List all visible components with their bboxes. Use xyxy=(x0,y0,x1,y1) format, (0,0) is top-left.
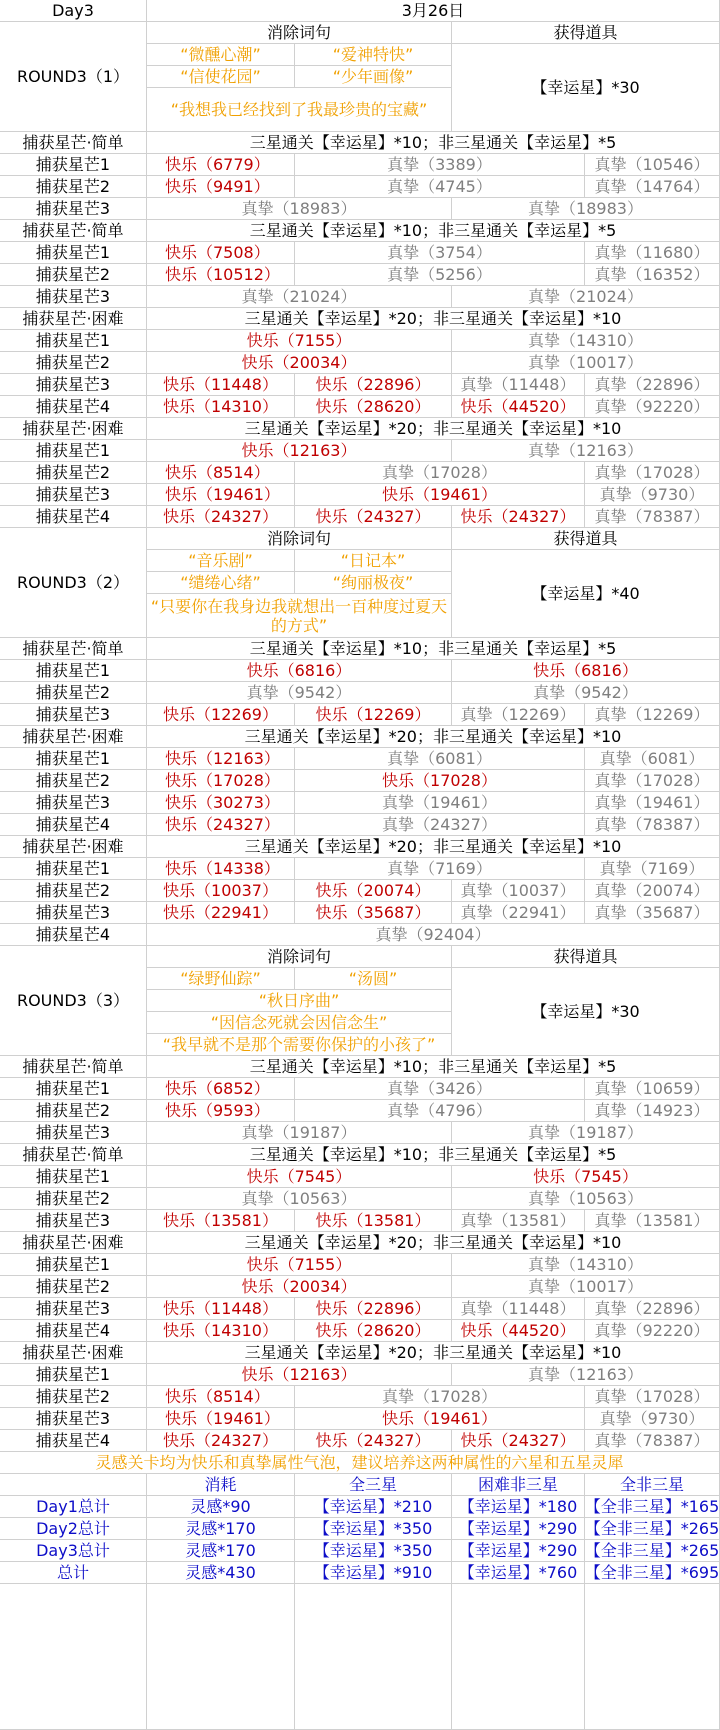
section-label-cell[interactable]: 捕获星芒·简单 xyxy=(0,132,147,154)
star-label-cell[interactable]: 捕获星芒2 xyxy=(0,264,147,286)
value-cell[interactable]: 真挚（78387） xyxy=(585,1430,720,1452)
value-cell[interactable]: 真挚（6081） xyxy=(585,748,720,770)
value-cell[interactable]: 快乐（8514） xyxy=(147,1386,295,1408)
summary-value-cell[interactable]: 【全非三星】*265 xyxy=(585,1519,720,1538)
summary-header-cell[interactable]: 全三星 xyxy=(295,1474,452,1496)
value-cell[interactable]: 快乐（7545） xyxy=(452,1166,720,1188)
note-cell[interactable]: 灵感关卡均为快乐和真挚属性气泡，建议培养这两种属性的六星和五星灵犀 xyxy=(0,1452,720,1474)
phrase-cell[interactable]: “汤圆” xyxy=(295,968,452,990)
section-label-cell[interactable]: 捕获星芒·困难 xyxy=(0,1342,147,1364)
value-cell[interactable]: 快乐（9593） xyxy=(147,1100,295,1122)
value-cell[interactable]: 真挚（17028） xyxy=(585,770,720,792)
value-cell[interactable]: 快乐（24327） xyxy=(147,1430,295,1452)
value-cell[interactable]: 真挚（7169） xyxy=(295,858,585,880)
star-label-cell[interactable]: 捕获星芒1 xyxy=(0,1166,147,1188)
section-label-cell[interactable]: 捕获星芒·困难 xyxy=(0,308,147,330)
value-cell[interactable]: 真挚（78387） xyxy=(585,814,720,836)
date-cell[interactable]: 3月26日 xyxy=(147,0,720,22)
blank-cell[interactable] xyxy=(452,1584,585,1730)
value-cell[interactable]: 快乐（19461） xyxy=(147,1408,295,1430)
value-cell[interactable]: 快乐（6816） xyxy=(147,660,452,682)
summary-value-cell[interactable]: 【幸运星】*910 xyxy=(295,1562,452,1584)
blank-cell[interactable] xyxy=(0,1584,147,1730)
star-label-cell[interactable]: 捕获星芒3 xyxy=(0,198,147,220)
value-cell[interactable]: 快乐（28620） xyxy=(295,1320,452,1342)
value-cell[interactable]: 真挚（14310） xyxy=(452,330,720,352)
remove-header-cell[interactable]: 消除词句 xyxy=(147,946,452,968)
value-cell[interactable]: 快乐（12163） xyxy=(147,440,452,462)
value-cell[interactable]: 快乐（10037） xyxy=(147,880,295,902)
value-cell[interactable]: 真挚（3426） xyxy=(295,1078,585,1100)
value-cell[interactable]: 快乐（44520） xyxy=(452,396,585,418)
value-cell[interactable]: 真挚（21024） xyxy=(452,286,720,308)
star-label-cell[interactable]: 捕获星芒3 xyxy=(0,1298,147,1320)
summary-value-cell[interactable]: 【幸运星】*180 xyxy=(452,1496,585,1518)
reward-cell[interactable]: 【幸运星】*40 xyxy=(452,550,720,638)
value-cell[interactable]: 真挚（4745） xyxy=(295,176,585,198)
value-cell[interactable]: 真挚（19461） xyxy=(585,792,720,814)
star-label-cell[interactable]: 捕获星芒3 xyxy=(0,286,147,308)
value-cell[interactable]: 真挚（92220） xyxy=(585,1320,720,1342)
value-cell[interactable]: 真挚（19461） xyxy=(295,792,585,814)
value-cell[interactable]: 真挚（22896） xyxy=(585,374,720,396)
value-cell[interactable]: 快乐（14310） xyxy=(147,396,295,418)
value-cell[interactable]: 真挚（24327） xyxy=(295,814,585,836)
value-cell[interactable]: 快乐（28620） xyxy=(295,396,452,418)
value-cell[interactable]: 真挚（12269） xyxy=(585,704,720,726)
value-cell[interactable]: 快乐（20034） xyxy=(147,352,452,374)
value-cell[interactable]: 真挚（20074） xyxy=(585,880,720,902)
items-header-cell[interactable]: 获得道具 xyxy=(452,528,720,550)
section-reward-cell[interactable]: 三星通关【幸运星】*10；非三星通关【幸运星】*5 xyxy=(147,220,720,242)
star-label-cell[interactable]: 捕获星芒1 xyxy=(0,330,147,352)
value-cell[interactable]: 真挚（21024） xyxy=(147,286,452,308)
star-label-cell[interactable]: 捕获星芒3 xyxy=(0,704,147,726)
blank-cell[interactable] xyxy=(295,1584,452,1730)
value-cell[interactable]: 真挚（19187） xyxy=(147,1122,452,1144)
value-cell[interactable]: 快乐（12163） xyxy=(147,748,295,770)
value-cell[interactable]: 快乐（24327） xyxy=(452,506,585,528)
value-cell[interactable]: 真挚（7169） xyxy=(585,858,720,880)
value-cell[interactable]: 快乐（12163） xyxy=(147,1364,452,1386)
phrase-cell[interactable]: “音乐剧” xyxy=(147,550,295,572)
section-reward-cell[interactable]: 三星通关【幸运星】*20；非三星通关【幸运星】*10 xyxy=(147,418,720,440)
value-cell[interactable]: 真挚（11448） xyxy=(452,1298,585,1320)
value-cell[interactable]: 快乐（24327） xyxy=(452,1430,585,1452)
value-cell[interactable]: 快乐（24327） xyxy=(147,506,295,528)
star-label-cell[interactable]: 捕获星芒2 xyxy=(0,1188,147,1210)
summary-value-cell[interactable]: 【全非三星】*165 xyxy=(585,1497,720,1516)
value-cell[interactable]: 真挚（9730） xyxy=(585,1408,720,1430)
phrase-cell[interactable]: “日记本” xyxy=(295,550,452,572)
section-label-cell[interactable]: 捕获星芒·困难 xyxy=(0,726,147,748)
star-label-cell[interactable]: 捕获星芒4 xyxy=(0,506,147,528)
value-cell[interactable]: 真挚（12163） xyxy=(452,1364,720,1386)
reward-cell[interactable]: 【幸运星】*30 xyxy=(452,968,720,1056)
value-cell[interactable]: 真挚（9730） xyxy=(585,484,720,506)
value-cell[interactable]: 真挚（9542） xyxy=(147,682,452,704)
phrase-cell[interactable]: “绿野仙踪” xyxy=(147,968,295,990)
phrase-cell[interactable]: “只要你在我身边我就想出一百种度过夏天的方式” xyxy=(147,594,452,638)
value-cell[interactable]: 快乐（17028） xyxy=(147,770,295,792)
value-cell[interactable]: 快乐（19461） xyxy=(147,484,295,506)
phrase-cell[interactable]: “缱绻心绪” xyxy=(147,572,295,594)
summary-value-cell[interactable]: 【幸运星】*760 xyxy=(452,1562,585,1584)
value-cell[interactable]: 真挚（17028） xyxy=(585,1386,720,1408)
value-cell[interactable]: 真挚（6081） xyxy=(295,748,585,770)
day-cell[interactable]: Day3 xyxy=(0,0,147,22)
remove-header-cell[interactable]: 消除词句 xyxy=(147,22,452,44)
value-cell[interactable]: 真挚（22941） xyxy=(452,902,585,924)
section-reward-cell[interactable]: 三星通关【幸运星】*10；非三星通关【幸运星】*5 xyxy=(147,1144,720,1166)
star-label-cell[interactable]: 捕获星芒4 xyxy=(0,814,147,836)
star-label-cell[interactable]: 捕获星芒1 xyxy=(0,660,147,682)
value-cell[interactable]: 真挚（12163） xyxy=(452,440,720,462)
summary-label-cell[interactable]: Day1总计 xyxy=(0,1496,147,1518)
blank-cell[interactable] xyxy=(585,1584,720,1730)
value-cell[interactable]: 快乐（30273） xyxy=(147,792,295,814)
value-cell[interactable]: 快乐（9491） xyxy=(147,176,295,198)
value-cell[interactable]: 真挚（5256） xyxy=(295,264,585,286)
value-cell[interactable]: 快乐（6852） xyxy=(147,1078,295,1100)
star-label-cell[interactable]: 捕获星芒2 xyxy=(0,352,147,374)
value-cell[interactable]: 真挚（12269） xyxy=(452,704,585,726)
phrase-cell[interactable]: “绚丽极夜” xyxy=(295,572,452,594)
star-label-cell[interactable]: 捕获星芒1 xyxy=(0,1078,147,1100)
summary-value-cell[interactable]: 【幸运星】*210 xyxy=(295,1496,452,1518)
value-cell[interactable]: 真挚（17028） xyxy=(295,462,585,484)
star-label-cell[interactable]: 捕获星芒4 xyxy=(0,396,147,418)
star-label-cell[interactable]: 捕获星芒2 xyxy=(0,770,147,792)
summary-value-cell[interactable]: 【幸运星】*350 xyxy=(295,1518,452,1540)
value-cell[interactable]: 真挚（10563） xyxy=(452,1188,720,1210)
value-cell[interactable]: 快乐（14338） xyxy=(147,858,295,880)
star-label-cell[interactable]: 捕获星芒2 xyxy=(0,1100,147,1122)
section-reward-cell[interactable]: 三星通关【幸运星】*20；非三星通关【幸运星】*10 xyxy=(147,1232,720,1254)
phrase-cell[interactable]: “少年画像” xyxy=(295,66,452,88)
star-label-cell[interactable]: 捕获星芒2 xyxy=(0,1276,147,1298)
value-cell[interactable]: 真挚（13581） xyxy=(585,1210,720,1232)
value-cell[interactable]: 真挚（11680） xyxy=(585,242,720,264)
summary-label-cell[interactable]: Day3总计 xyxy=(0,1540,147,1562)
value-cell[interactable]: 真挚（10659） xyxy=(585,1078,720,1100)
star-label-cell[interactable]: 捕获星芒4 xyxy=(0,924,147,946)
items-header-cell[interactable]: 获得道具 xyxy=(452,22,720,44)
star-label-cell[interactable]: 捕获星芒3 xyxy=(0,902,147,924)
value-cell[interactable]: 真挚（17028） xyxy=(295,1386,585,1408)
phrase-cell[interactable]: “爱神特快” xyxy=(295,44,452,66)
star-label-cell[interactable]: 捕获星芒3 xyxy=(0,1122,147,1144)
summary-value-cell[interactable]: 灵感*170 xyxy=(147,1540,295,1562)
section-reward-cell[interactable]: 三星通关【幸运星】*20；非三星通关【幸运星】*10 xyxy=(147,1342,720,1364)
section-reward-cell[interactable]: 三星通关【幸运星】*20；非三星通关【幸运星】*10 xyxy=(147,726,720,748)
value-cell[interactable]: 真挚（18983） xyxy=(452,198,720,220)
star-label-cell[interactable]: 捕获星芒4 xyxy=(0,1320,147,1342)
value-cell[interactable]: 真挚（16352） xyxy=(585,264,720,286)
value-cell[interactable]: 快乐（7155） xyxy=(147,330,452,352)
section-label-cell[interactable]: 捕获星芒·简单 xyxy=(0,638,147,660)
star-label-cell[interactable]: 捕获星芒1 xyxy=(0,858,147,880)
value-cell[interactable]: 真挚（3389） xyxy=(295,154,585,176)
phrase-cell[interactable]: “我早就不是那个需要你保护的小孩了” xyxy=(147,1034,452,1056)
value-cell[interactable]: 真挚（10017） xyxy=(452,1276,720,1298)
value-cell[interactable]: 真挚（92220） xyxy=(585,396,720,418)
value-cell[interactable]: 真挚（78387） xyxy=(585,506,720,528)
value-cell[interactable]: 快乐（20034） xyxy=(147,1276,452,1298)
value-cell[interactable]: 快乐（24327） xyxy=(295,506,452,528)
value-cell[interactable]: 快乐（44520） xyxy=(452,1320,585,1342)
section-label-cell[interactable]: 捕获星芒·简单 xyxy=(0,220,147,242)
value-cell[interactable]: 真挚（14923） xyxy=(585,1100,720,1122)
value-cell[interactable]: 真挚（11448） xyxy=(452,374,585,396)
value-cell[interactable]: 真挚（10563） xyxy=(147,1188,452,1210)
value-cell[interactable]: 快乐（24327） xyxy=(147,814,295,836)
reward-cell[interactable]: 【幸运星】*30 xyxy=(452,44,720,132)
summary-value-cell[interactable]: 【全非三星】*265 xyxy=(585,1541,720,1560)
star-label-cell[interactable]: 捕获星芒1 xyxy=(0,748,147,770)
section-label-cell[interactable]: 捕获星芒·困难 xyxy=(0,836,147,858)
star-label-cell[interactable]: 捕获星芒2 xyxy=(0,1386,147,1408)
value-cell[interactable]: 快乐（7508） xyxy=(147,242,295,264)
star-label-cell[interactable]: 捕获星芒1 xyxy=(0,242,147,264)
round-name-cell[interactable]: ROUND3（2） xyxy=(0,528,147,638)
value-cell[interactable]: 快乐（24327） xyxy=(295,1430,452,1452)
star-label-cell[interactable]: 捕获星芒3 xyxy=(0,792,147,814)
value-cell[interactable]: 快乐（35687） xyxy=(295,902,452,924)
phrase-cell[interactable]: “信使花园” xyxy=(147,66,295,88)
value-cell[interactable]: 真挚（9542） xyxy=(452,682,720,704)
star-label-cell[interactable]: 捕获星芒2 xyxy=(0,462,147,484)
summary-value-cell[interactable]: 灵感*170 xyxy=(147,1518,295,1540)
section-label-cell[interactable]: 捕获星芒·困难 xyxy=(0,418,147,440)
phrase-cell[interactable]: “因信念死就会因信念生” xyxy=(147,1012,452,1034)
value-cell[interactable]: 快乐（10512） xyxy=(147,264,295,286)
value-cell[interactable]: 真挚（35687） xyxy=(585,902,720,924)
summary-label-cell[interactable]: Day2总计 xyxy=(0,1518,147,1540)
value-cell[interactable]: 快乐（6779） xyxy=(147,154,295,176)
value-cell[interactable]: 真挚（22896） xyxy=(585,1298,720,1320)
value-cell[interactable]: 快乐（19461） xyxy=(295,1408,585,1430)
star-label-cell[interactable]: 捕获星芒1 xyxy=(0,154,147,176)
value-cell[interactable]: 快乐（7545） xyxy=(147,1166,452,1188)
star-label-cell[interactable]: 捕获星芒3 xyxy=(0,374,147,396)
summary-value-cell[interactable]: 【幸运星】*290 xyxy=(452,1540,585,1562)
value-cell[interactable]: 快乐（12269） xyxy=(147,704,295,726)
summary-label-cell[interactable]: 总计 xyxy=(0,1562,147,1584)
value-cell[interactable]: 快乐（12269） xyxy=(295,704,452,726)
value-cell[interactable]: 快乐（13581） xyxy=(147,1210,295,1232)
section-label-cell[interactable]: 捕获星芒·困难 xyxy=(0,1232,147,1254)
value-cell[interactable]: 真挚（19187） xyxy=(452,1122,720,1144)
value-cell[interactable]: 快乐（8514） xyxy=(147,462,295,484)
star-label-cell[interactable]: 捕获星芒3 xyxy=(0,1408,147,1430)
star-label-cell[interactable]: 捕获星芒1 xyxy=(0,1254,147,1276)
phrase-cell[interactable]: “秋日序曲” xyxy=(147,990,452,1012)
value-cell[interactable]: 真挚（13581） xyxy=(452,1210,585,1232)
section-reward-cell[interactable]: 三星通关【幸运星】*10；非三星通关【幸运星】*5 xyxy=(147,132,720,154)
value-cell[interactable]: 真挚（3754） xyxy=(295,242,585,264)
value-cell[interactable]: 快乐（19461） xyxy=(295,484,585,506)
section-reward-cell[interactable]: 三星通关【幸运星】*10；非三星通关【幸运星】*5 xyxy=(147,1056,720,1078)
value-cell[interactable]: 快乐（14310） xyxy=(147,1320,295,1342)
summary-value-cell[interactable]: 灵感*90 xyxy=(147,1496,295,1518)
value-cell[interactable]: 快乐（22941） xyxy=(147,902,295,924)
value-cell[interactable]: 真挚（10546） xyxy=(585,154,720,176)
round-name-cell[interactable]: ROUND3（1） xyxy=(0,22,147,132)
value-cell[interactable]: 快乐（7155） xyxy=(147,1254,452,1276)
value-cell[interactable]: 真挚（14310） xyxy=(452,1254,720,1276)
section-label-cell[interactable]: 捕获星芒·简单 xyxy=(0,1056,147,1078)
value-cell[interactable]: 真挚（4796） xyxy=(295,1100,585,1122)
value-cell[interactable]: 真挚（18983） xyxy=(147,198,452,220)
star-label-cell[interactable]: 捕获星芒2 xyxy=(0,880,147,902)
summary-value-cell[interactable]: 灵感*430 xyxy=(147,1562,295,1584)
value-cell[interactable]: 真挚（92404） xyxy=(147,924,720,946)
value-cell[interactable]: 真挚（10037） xyxy=(452,880,585,902)
section-reward-cell[interactable]: 三星通关【幸运星】*20；非三星通关【幸运星】*10 xyxy=(147,308,720,330)
section-reward-cell[interactable]: 三星通关【幸运星】*10；非三星通关【幸运星】*5 xyxy=(147,638,720,660)
star-label-cell[interactable]: 捕获星芒2 xyxy=(0,176,147,198)
summary-value-cell[interactable]: 【幸运星】*350 xyxy=(295,1540,452,1562)
value-cell[interactable]: 快乐（13581） xyxy=(295,1210,452,1232)
value-cell[interactable]: 快乐（6816） xyxy=(452,660,720,682)
value-cell[interactable]: 真挚（17028） xyxy=(585,462,720,484)
star-label-cell[interactable]: 捕获星芒1 xyxy=(0,440,147,462)
value-cell[interactable]: 快乐（17028） xyxy=(295,770,585,792)
section-reward-cell[interactable]: 三星通关【幸运星】*20；非三星通关【幸运星】*10 xyxy=(147,836,720,858)
value-cell[interactable]: 快乐（22896） xyxy=(295,1298,452,1320)
summary-header-cell[interactable]: 困难非三星 xyxy=(452,1474,585,1496)
remove-header-cell[interactable]: 消除词句 xyxy=(147,528,452,550)
phrase-cell[interactable]: “微醺心潮” xyxy=(147,44,295,66)
summary-header-cell[interactable]: 全非三星 xyxy=(585,1474,720,1496)
items-header-cell[interactable]: 获得道具 xyxy=(452,946,720,968)
summary-corner-cell[interactable] xyxy=(0,1474,147,1496)
section-label-cell[interactable]: 捕获星芒·简单 xyxy=(0,1144,147,1166)
value-cell[interactable]: 快乐（11448） xyxy=(147,374,295,396)
summary-value-cell[interactable]: 【幸运星】*290 xyxy=(452,1518,585,1540)
star-label-cell[interactable]: 捕获星芒2 xyxy=(0,682,147,704)
round-name-cell[interactable]: ROUND3（3） xyxy=(0,946,147,1056)
summary-value-cell[interactable]: 【全非三星】*695 xyxy=(585,1563,720,1582)
value-cell[interactable]: 真挚（14764） xyxy=(585,176,720,198)
value-cell[interactable]: 快乐（11448） xyxy=(147,1298,295,1320)
star-label-cell[interactable]: 捕获星芒3 xyxy=(0,1210,147,1232)
value-cell[interactable]: 快乐（20074） xyxy=(295,880,452,902)
star-label-cell[interactable]: 捕获星芒3 xyxy=(0,484,147,506)
star-label-cell[interactable]: 捕获星芒4 xyxy=(0,1430,147,1452)
value-cell[interactable]: 快乐（22896） xyxy=(295,374,452,396)
star-label-cell[interactable]: 捕获星芒1 xyxy=(0,1364,147,1386)
phrase-cell[interactable]: “我想我已经找到了我最珍贵的宝藏” xyxy=(147,88,452,132)
value-cell[interactable]: 真挚（10017） xyxy=(452,352,720,374)
summary-header-cell[interactable]: 消耗 xyxy=(147,1474,295,1496)
blank-cell[interactable] xyxy=(147,1584,295,1730)
